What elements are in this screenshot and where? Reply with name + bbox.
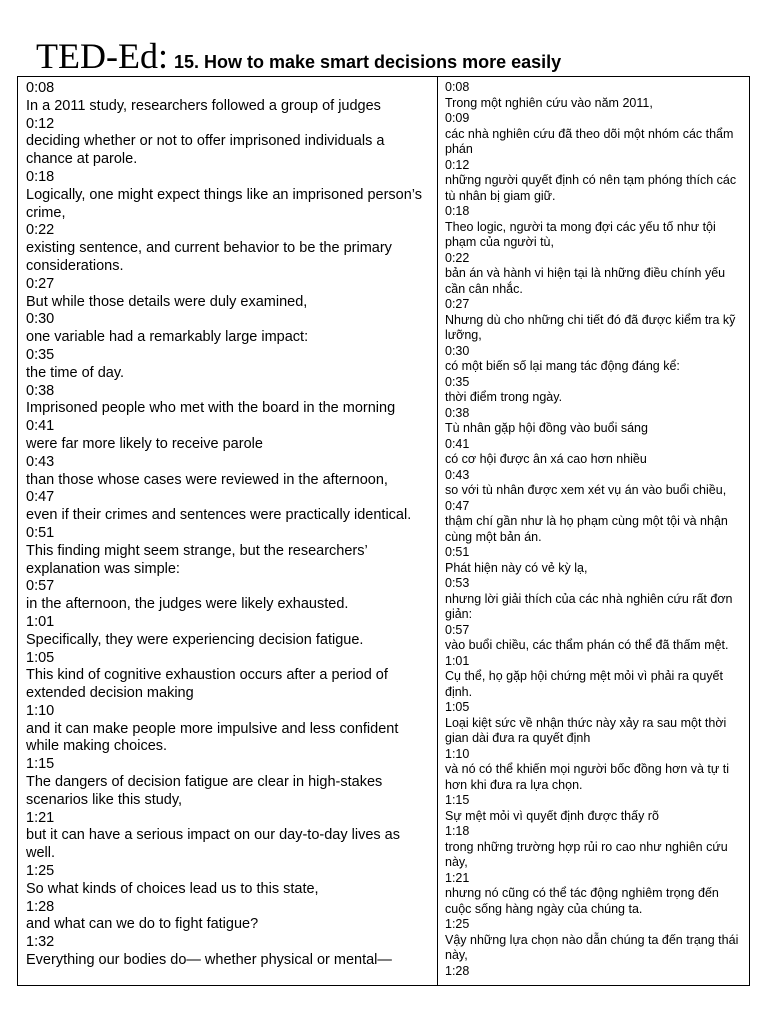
english-subtitle-text: Logically, one might expect things like an imprisoned person’s crime, (26, 186, 423, 221)
english-subtitle-text: But while those details were duly examined, (26, 293, 308, 310)
english-timestamp: 0:12 (26, 115, 55, 132)
document-header (36, 36, 561, 76)
transcript-table (17, 76, 750, 986)
vietnamese-timestamp: 1:25 (445, 917, 470, 931)
english-subtitle-text: in the afternoon, the judges were likely exhausted. (26, 596, 349, 613)
english-subtitle-entry (26, 614, 431, 650)
english-timestamp: 1:28 (26, 898, 55, 915)
vietnamese-subtitle-text: Trong một nghiên cứu vào năm 2011, (445, 95, 653, 110)
english-timestamp: 0:27 (26, 275, 55, 292)
vietnamese-subtitle-text: và nó có thể khiến mọi người bốc đồng hơn và tự ti hơn khi đưa ra lựa chọn. (445, 762, 729, 792)
english-transcript-column (18, 77, 438, 985)
english-timestamp: 0:08 (26, 80, 55, 96)
english-subtitle-text: deciding whether or not to offer imprisoned individuals a chance at parole. (26, 133, 385, 168)
vietnamese-subtitle-entry (445, 654, 747, 701)
english-timestamp: 0:41 (26, 418, 55, 435)
english-subtitle-text: than those whose cases were reviewed in the afternoon, (26, 471, 388, 488)
english-subtitle-text: Specifically, they were experiencing decision fatigue. (26, 631, 364, 648)
english-timestamp: 0:57 (26, 578, 55, 595)
vietnamese-timestamp: 0:38 (445, 405, 470, 420)
vietnamese-subtitle-text: bản án và hành vi hiện tại là những điều chính yếu cần cân nhắc. (445, 266, 726, 296)
vietnamese-subtitle-entry (445, 824, 747, 871)
english-subtitle-text: This finding might seem strange, but the researchers’ explanation was simple: (26, 542, 368, 577)
vietnamese-subtitle-text: vào buổi chiều, các thẩm phán có thể đã thấm mệt. (445, 638, 729, 652)
english-subtitle-entry (26, 276, 431, 312)
vietnamese-subtitle-entry (445, 344, 747, 375)
vietnamese-subtitle-entry (445, 700, 747, 747)
vietnamese-subtitle-entry (445, 406, 747, 437)
vietnamese-subtitle-entry (445, 871, 747, 918)
vietnamese-subtitle-entry (445, 251, 747, 298)
english-timestamp: 0:35 (26, 346, 55, 363)
vietnamese-timestamp: 1:28 (445, 963, 470, 978)
english-timestamp: 1:01 (26, 613, 55, 630)
vietnamese-subtitle-entry (445, 623, 747, 654)
vietnamese-timestamp: 0:43 (445, 467, 470, 482)
ted-ed-brand: TED-Ed: (36, 36, 168, 76)
english-subtitle-text: even if their crimes and sentences were practically identical. (26, 507, 412, 524)
english-timestamp: 0:38 (26, 382, 55, 399)
vietnamese-subtitle-text: Phát hiện này có vẻ kỳ lạ, (445, 560, 588, 575)
english-timestamp: 0:22 (26, 222, 55, 239)
english-subtitle-entry (26, 383, 431, 419)
vietnamese-subtitle-entry (445, 375, 747, 406)
vietnamese-subtitle-text: thậm chí gần như là họ phạm cùng một tội và nhận cùng một bản án. (445, 514, 728, 544)
vietnamese-subtitle-text: thời điểm trong ngày. (445, 390, 563, 404)
english-subtitle-text: the time of day. (26, 364, 125, 381)
vietnamese-subtitle-entry (445, 793, 747, 824)
english-subtitle-text: So what kinds of choices lead us to this state, (26, 880, 319, 897)
english-subtitle-entry (26, 116, 431, 169)
english-timestamp: 0:47 (26, 489, 55, 506)
english-timestamp: 0:51 (26, 524, 55, 541)
vietnamese-timestamp: 1:21 (445, 870, 470, 885)
english-subtitle-text: Everything our bodies do— whether physical or mental— (26, 952, 392, 969)
english-subtitle-text: and what can we do to fight fatigue? (26, 916, 259, 933)
vietnamese-timestamp: 0:47 (445, 498, 470, 513)
english-subtitle-entry (26, 578, 431, 614)
vietnamese-subtitle-text: Tù nhân gặp hội đồng vào buổi sáng (445, 421, 648, 435)
vietnamese-subtitle-entry (445, 747, 747, 794)
english-subtitle-entry (26, 169, 431, 222)
english-timestamp: 1:05 (26, 649, 55, 666)
vietnamese-subtitle-text: Cụ thể, họ gặp hội chứng mệt mỏi vì phải ra quyết định. (445, 669, 723, 699)
vietnamese-subtitle-entry (445, 111, 747, 158)
vietnamese-subtitle-entry (445, 499, 747, 546)
vietnamese-subtitle-text: các nhà nghiên cứu đã theo dõi một nhóm các thẩm phán (445, 126, 734, 156)
english-timestamp: 0:43 (26, 453, 55, 470)
vietnamese-subtitle-entry (445, 437, 747, 468)
english-timestamp: 1:10 (26, 702, 55, 719)
english-subtitle-entry (26, 650, 431, 703)
english-subtitle-text: were far more likely to receive parole (26, 435, 263, 452)
vietnamese-subtitle-text: Theo logic, người ta mong đợi các yếu tố như tội phạm của người tù, (445, 219, 716, 249)
vietnamese-timestamp: 0:12 (445, 157, 470, 172)
vietnamese-timestamp: 0:08 (445, 80, 470, 94)
english-subtitle-entry (26, 756, 431, 809)
vietnamese-timestamp: 1:15 (445, 793, 470, 807)
english-timestamp: 1:32 (26, 934, 55, 951)
vietnamese-subtitle-entry (445, 468, 747, 499)
english-subtitle-entry (26, 80, 431, 116)
vietnamese-subtitle-text: Sự mệt mỏi vì quyết định được thấy rõ (445, 808, 659, 823)
vietnamese-subtitle-entry (445, 964, 747, 980)
english-subtitle-entry (26, 489, 431, 525)
vietnamese-timestamp: 1:10 (445, 746, 470, 761)
vietnamese-subtitle-entry (445, 917, 747, 964)
english-subtitle-text: In a 2011 study, researchers followed a group of judges (26, 97, 381, 114)
english-subtitle-entry (26, 934, 431, 970)
english-subtitle-entry (26, 863, 431, 899)
vietnamese-subtitle-entry (445, 297, 747, 344)
english-subtitle-text: existing sentence, and current behavior to be the primary considerations. (26, 240, 392, 274)
english-subtitle-entry (26, 899, 431, 935)
english-subtitle-entry (26, 311, 431, 347)
vietnamese-timestamp: 0:53 (445, 576, 470, 590)
english-subtitle-text: Imprisoned people who met with the board in the morning (26, 400, 396, 417)
english-subtitle-text: This kind of cognitive exhaustion occurs after a period of extended decision making (26, 667, 388, 702)
vietnamese-transcript-column (438, 77, 749, 985)
vietnamese-subtitle-text: trong những trường hợp rủi ro cao như nghiên cứu này, (445, 839, 728, 869)
vietnamese-subtitle-text: những người quyết định có nên tạm phóng thích các tù nhân bị giam giữ. (445, 173, 737, 203)
vietnamese-subtitle-entry (445, 576, 747, 623)
english-subtitle-text: and it can make people more impulsive and less confident while making choices. (26, 720, 399, 755)
vietnamese-timestamp: 0:51 (445, 545, 470, 559)
vietnamese-timestamp: 0:27 (445, 297, 470, 311)
vietnamese-subtitle-entry (445, 545, 747, 576)
vietnamese-subtitle-text: có một biến số lại mang tác động đáng kể: (445, 359, 680, 373)
english-timestamp: 1:25 (26, 863, 55, 880)
vietnamese-timestamp: 0:35 (445, 374, 470, 389)
vietnamese-subtitle-entry (445, 80, 747, 111)
english-timestamp: 1:21 (26, 809, 55, 826)
english-subtitle-text: one variable had a remarkably large impact: (26, 329, 309, 346)
vietnamese-timestamp: 0:22 (445, 250, 470, 265)
english-timestamp: 0:30 (26, 311, 55, 328)
vietnamese-timestamp: 1:18 (445, 824, 470, 838)
vietnamese-timestamp: 0:30 (445, 343, 470, 358)
vietnamese-timestamp: 0:57 (445, 622, 470, 637)
vietnamese-subtitle-text: Nhưng dù cho những chi tiết đó đã được kiểm tra kỹ lưỡng, (445, 312, 736, 342)
vietnamese-timestamp: 0:41 (445, 436, 470, 451)
english-subtitle-entry (26, 454, 431, 490)
vietnamese-subtitle-text: Vậy những lựa chọn nào dẫn chúng ta đến trạng thái này, (445, 932, 739, 962)
english-subtitle-text: but it can have a serious impact on our day-to-day lives as well. (26, 827, 400, 862)
vietnamese-subtitle-text: nhưng lời giải thích của các nhà nghiên cứu rất đơn giản: (445, 591, 733, 621)
vietnamese-timestamp: 0:09 (445, 111, 470, 125)
english-subtitle-entry (26, 810, 431, 863)
english-subtitle-text: The dangers of decision fatigue are clear in high-stakes scenarios like this study, (26, 774, 383, 808)
english-timestamp: 1:15 (26, 756, 55, 773)
page-title: 15. How to make smart decisions more easily (173, 52, 562, 72)
english-subtitle-entry (26, 525, 431, 578)
vietnamese-timestamp: 1:05 (445, 700, 470, 714)
vietnamese-subtitle-entry (445, 158, 747, 205)
english-subtitle-entry (26, 418, 431, 454)
vietnamese-subtitle-text: so với tù nhân được xem xét vụ án vào buổi chiều, (445, 483, 727, 497)
english-subtitle-entry (26, 222, 431, 275)
vietnamese-timestamp: 1:01 (445, 653, 470, 668)
vietnamese-subtitle-text: nhưng nó cũng có thể tác động nghiêm trọng đến cuộc sống hàng ngày của chúng ta. (445, 886, 719, 916)
english-subtitle-entry (26, 703, 431, 756)
vietnamese-subtitle-text: Loại kiệt sức về nhận thức này xảy ra sau một thời gian dài đưa ra quyết định (445, 715, 727, 745)
vietnamese-subtitle-entry (445, 204, 747, 251)
vietnamese-subtitle-text: có cơ hội được ân xá cao hơn nhiều (445, 452, 647, 466)
vietnamese-timestamp: 0:18 (445, 204, 470, 218)
english-subtitle-entry (26, 347, 431, 383)
english-timestamp: 0:18 (26, 168, 55, 185)
